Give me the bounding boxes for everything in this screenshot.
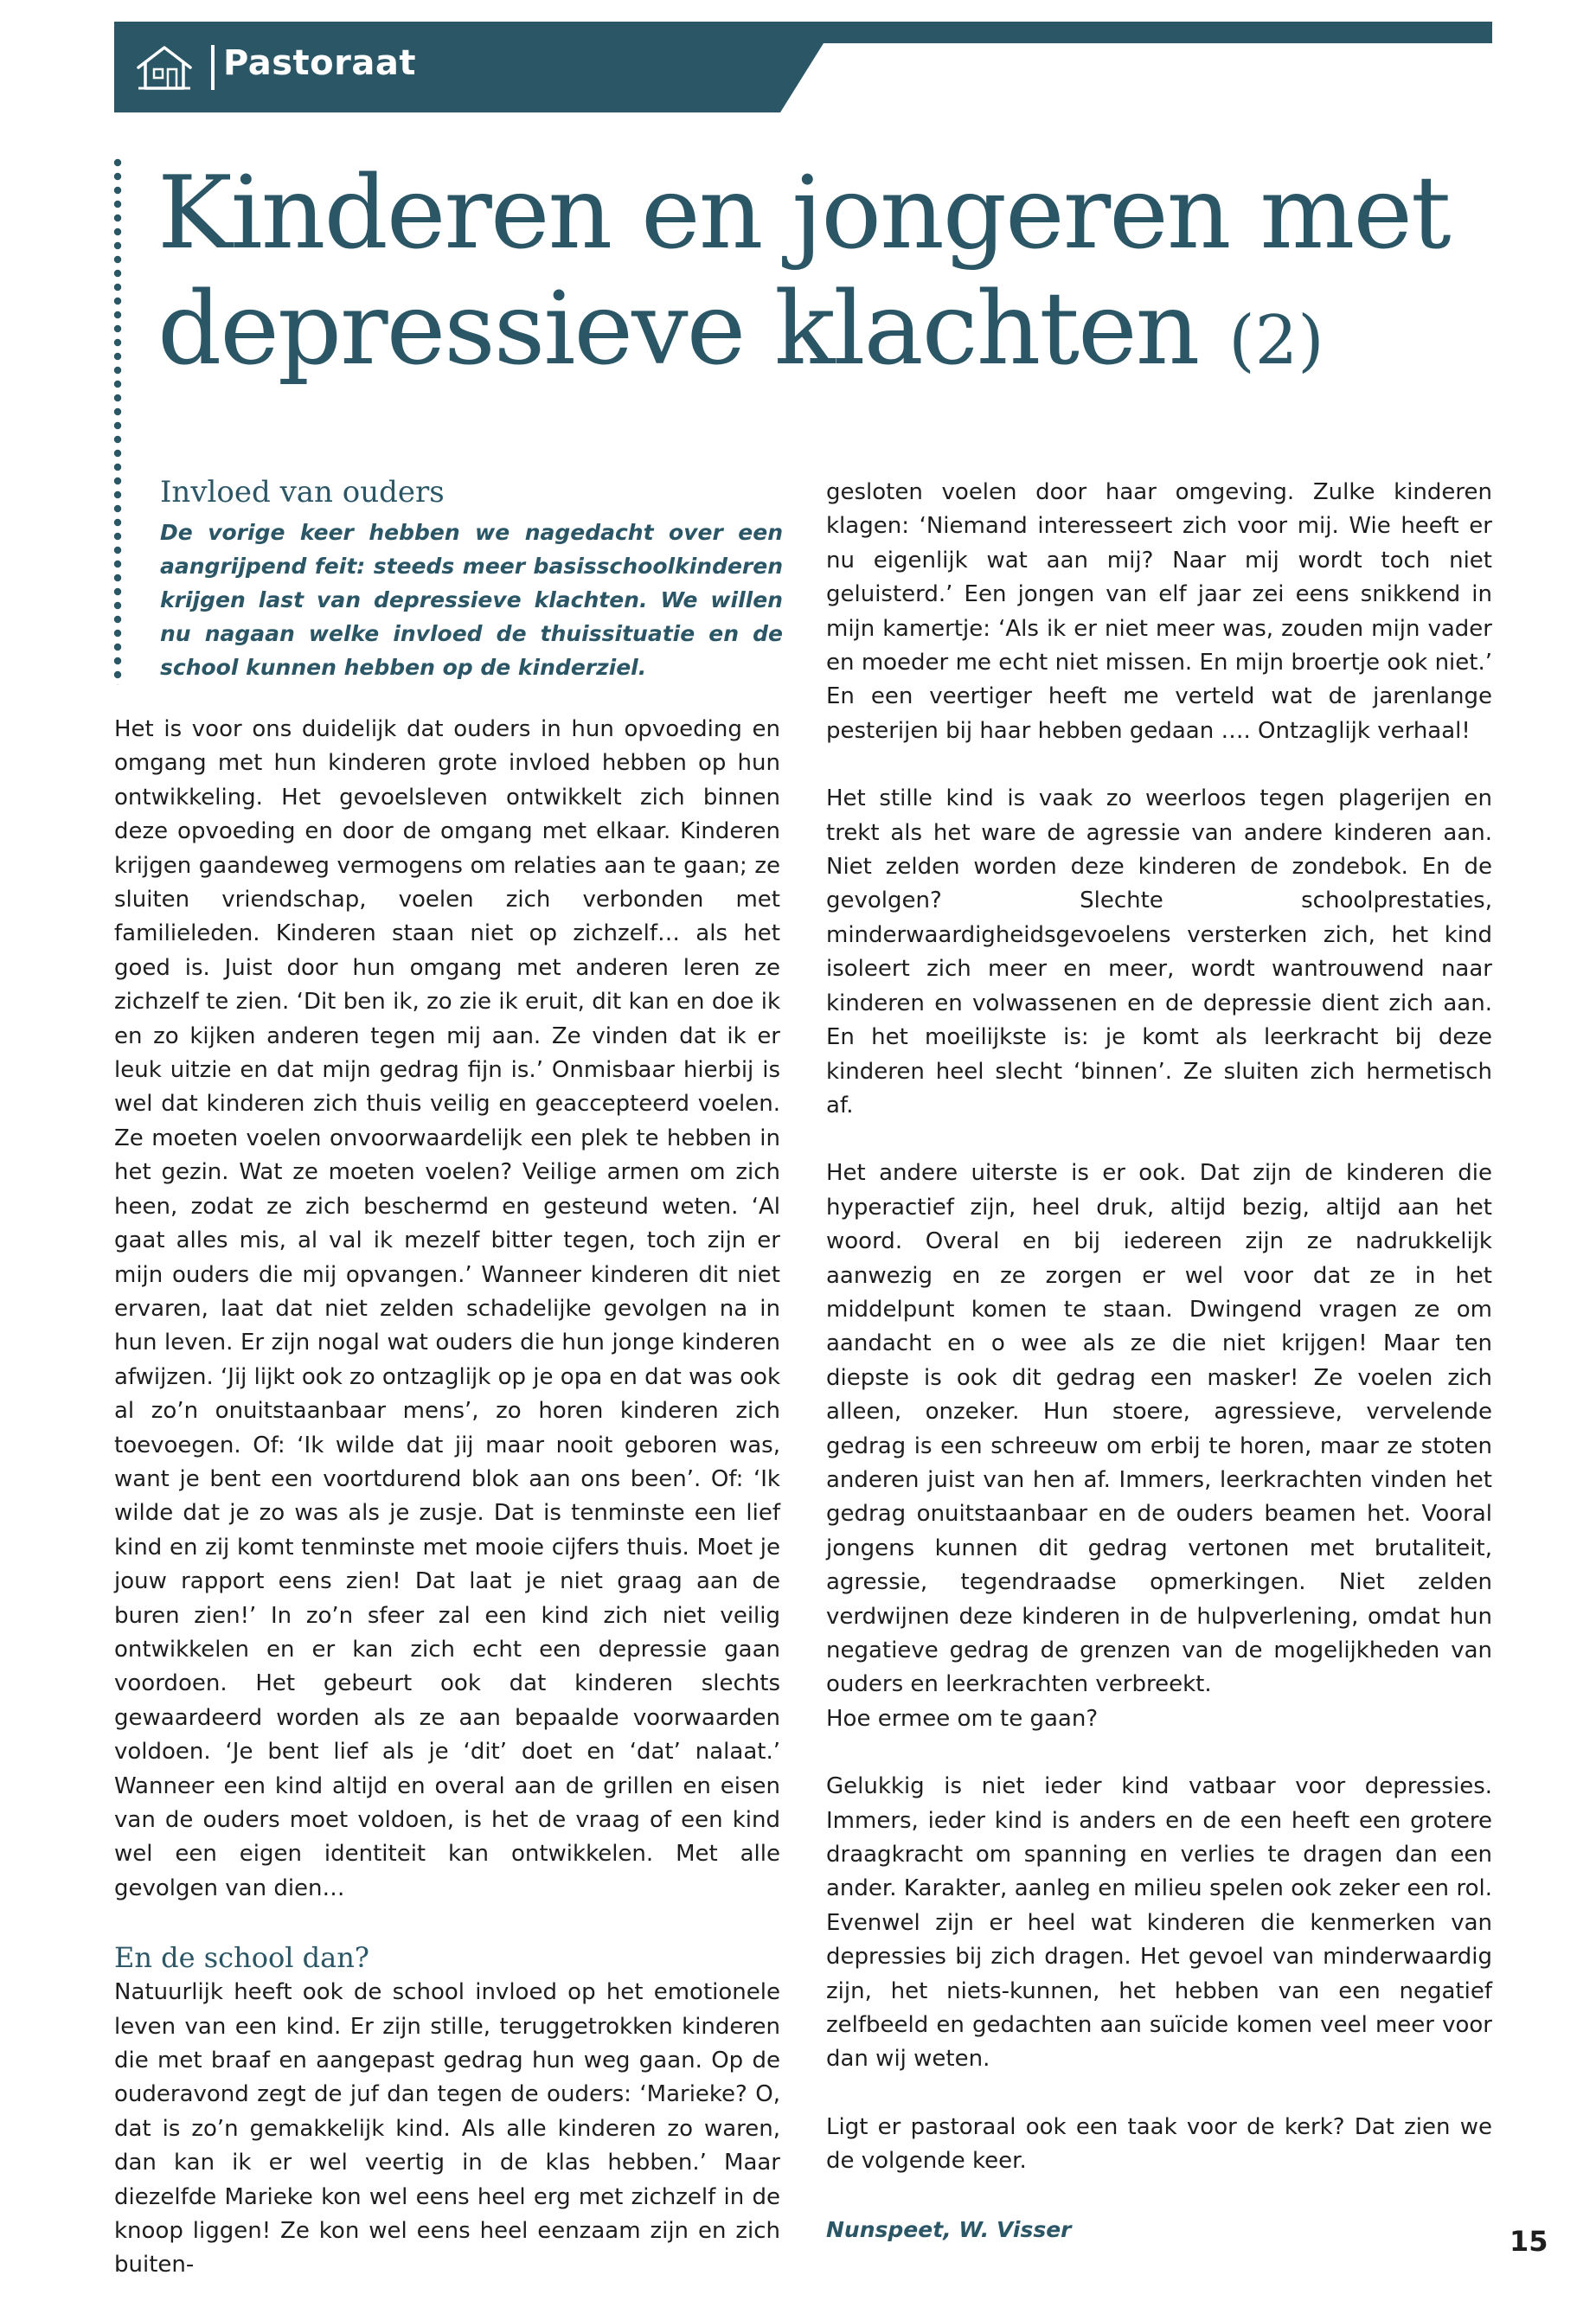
body-column-right — [826, 476, 1492, 2280]
page-number: 15 — [1509, 2225, 1548, 2258]
body-paragraph-3: Het stille kind is vaak zo weerloos tegen plagerijen en trekt als het ware de agressie van andere kinderen aan. Niet zelden worden deze kinderen de zondebok. En de gevolgen? Slechte schoolprestaties, minderwaardigheidsgevoelens versterken zich, het kind isoleert zich meer en meer, wordt wantrouwend naar kinderen en volwassenen en de depressie dient zich aan. En het moeilijkste is: je komt als leerkracht bij deze kinderen heel slecht ‘binnen’. Ze sluiten zich hermetisch af. — [826, 785, 1492, 1118]
body-paragraph-1: Het is voor ons duidelijk dat ouders in hun opvoeding en omgang met hun kinderen grote invloed hebben op hun ontwikkeling. Het gevoelsleven ontwikkelt zich binnen deze opvoeding en door de omgang met elkaar. Kinderen krijgen gaandeweg vermogens om relaties aan te gaan; ze sluiten vriendschap, voelen zich verbonden met familieleden. Kinderen staan niet op zichzelf… als het goed is. Juist door hun omgang met anderen leren ze zichzelf te zien. ‘Dit ben ik, zo zie ik eruit, dit kan en doe ik en zo kijken anderen tegen mij aan. Ze vinden dat ik er leuk uitzie en dat mijn gedrag fijn is.’ Onmisbaar hierbij is wel dat kinderen zich thuis veilig en geaccepteerd voelen. Ze moeten voelen onvoorwaardelijk een plek te hebben in het gezin. Wat ze moeten voelen? Veilige armen om zich heen, zodat ze zich beschermd en gesteund weten. ‘Al gaat alles mis, al val ik mezelf bitter tegen, toch zijn er mijn ouders die mij opvangen.’ Wanneer kinderen dit niet ervaren, laat dat niet zelden schadelijke gevolgen na in hun leven. Er zijn nogal wat ouders die hun jonge kinderen afwijzen. ‘Jij lijkt ook zo ontzaglijk op je opa en dat was ook al zo’n onuitstaanbaar mens’, zo horen kinderen zich toevoegen. Of: ‘Ik wilde dat jij maar nooit geboren was, want je bent een voortdurend blok aan ons been’. Of: ‘Ik wilde dat je zo was als je zusje. Dat is tenminste een lief kind en zij komt tenminste met mooie cijfers thuis. Moet je jouw rapport eens zien! Dat laat je niet graag aan de buren zien!’ In zo’n sfeer zal een kind zich niet veilig ontwikkelen en er kan zich echt een depressie gaan voordoen. Het gebeurt ook dat kinderen slechts gewaardeerd worden als ze aan bepaalde voorwaarden voldoen. ‘Je bent lief als je ‘dit’ doet en ‘dat’ nalaat.’ Wanneer een kind altijd en overal aan de grillen en eisen van de ouders moet voldoen, is het de vraag of een kind wel een eigen identiteit kan ontwikkelen. Met alle gevolgen van dien… — [114, 716, 780, 1901]
body-paragraph-4-question: Hoe ermee om te gaan? — [826, 1705, 1099, 1732]
body-paragraph-2: Natuurlijk heeft ook de school invloed op het emotionele leven van een kind. Er zijn stille, teruggetrokken kinderen die met braaf en aangepast gedrag hun weg gaan. Op de ouderavond zegt de juf dan tegen de ouders: ‘Marieke? O, dat is zo’n gemakkelijk kind. Als alle kinderen zo waren, dan kan ik er wel veertig in de klas hebben.’ Maar diezelfde Marieke kon wel eens heel erg met zichzelf in de knoop liggen! Ze kon wel eens heel eenzaam zijn en zich buiten- — [114, 1979, 780, 2279]
intro-heading: Invloed van ouders — [160, 475, 445, 510]
article-title — [157, 156, 1507, 399]
body-paragraph-6: Ligt er pastoraal ook een taak voor de kerk? Dat zien we de volgende keer. — [826, 2113, 1492, 2175]
body-column-left — [114, 713, 780, 2283]
body-paragraph-2-continued: gesloten voelen door haar omgeving. Zulke kinderen klagen: ‘Niemand interesseert zich voor mij. Wie heeft er nu eigenlijk wat aan mij? Naar mij wordt toch niet geluisterd.’ Een jongen van elf jaar zei eens snikkend in mijn kamertje: ‘Als ik er niet meer was, zouden mijn vader en moeder me echt niet missen. En mijn broertje ook niet.’ En een veertiger heeft me verteld wat de jarenlange pesterijen bij haar hebben gedaan …. Ontzaglijk verhaal! — [826, 479, 1492, 744]
author-signature: Nunspeet, W. Visser — [826, 2216, 1072, 2242]
section-label: Pastoraat — [223, 43, 416, 83]
house-icon — [135, 43, 194, 92]
dotted-rule — [112, 157, 123, 685]
intro-block — [160, 474, 783, 684]
section-heading-school: En de school dan? — [114, 1941, 369, 1975]
article-title-part: (2) — [1228, 302, 1324, 380]
intro-text: De vorige keer hebben we nagedacht over een aangrijpend feit: steeds meer basisschoolkinderen krijgen last van depressieve klachten. We willen nu nagaan welke invloed de thuissituatie en de school kunnen hebben op de kinderziel. — [160, 520, 783, 680]
header-separator — [211, 45, 215, 90]
body-paragraph-5: Gelukkig is niet ieder kind vatbaar voor depressies. Immers, ieder kind is anders en de een heeft een grotere draagkracht om spanning en verlies te dragen dan een ander. Karakter, aanleg en milieu spelen ook zeker een rol. Evenwel zijn er heel wat kinderen die kenmerken van depressies bij zich dragen. Het gevoel van minderwaardig zijn, het niets-kunnen, het hebben van een negatief zelfbeeld en gedachten aan suïcide komen veel meer voor dan wij weten. — [826, 1773, 1492, 2073]
article-title-main: Kinderen en jongeren met depressieve klachten — [157, 155, 1450, 388]
body-paragraph-4: Het andere uiterste is er ook. Dat zijn de kinderen die hyperactief zijn, heel druk, altijd bezig, altijd aan het woord. Overal en bij iedereen zijn ze nadrukkelijk aanwezig en ze zorgen er wel voor dat ze in het middelpunt komen te staan. Dwingend vragen ze om aandacht en o wee als ze die niet krijgen! Maar ten diepste is ook dit gedrag een masker! Ze voelen zich alleen, onzeker. Hun stoere, agressieve, vervelende gedrag is een schreeuw om erbij te horen, maar ze stoten anderen juist van hen af. Immers, leerkrachten vinden het gedrag onuitstaanbaar en de ouders beamen het. Vooral jongens kunnen dit gedrag vertonen met brutaliteit, agressie, tegendraadse opmerkingen. Niet zelden verdwijnen deze kinderen in de hulpverlening, omdat hun negatieve gedrag de grenzen van de mogelijkheden van ouders en leerkrachten verbreekt. — [826, 1160, 1492, 1698]
